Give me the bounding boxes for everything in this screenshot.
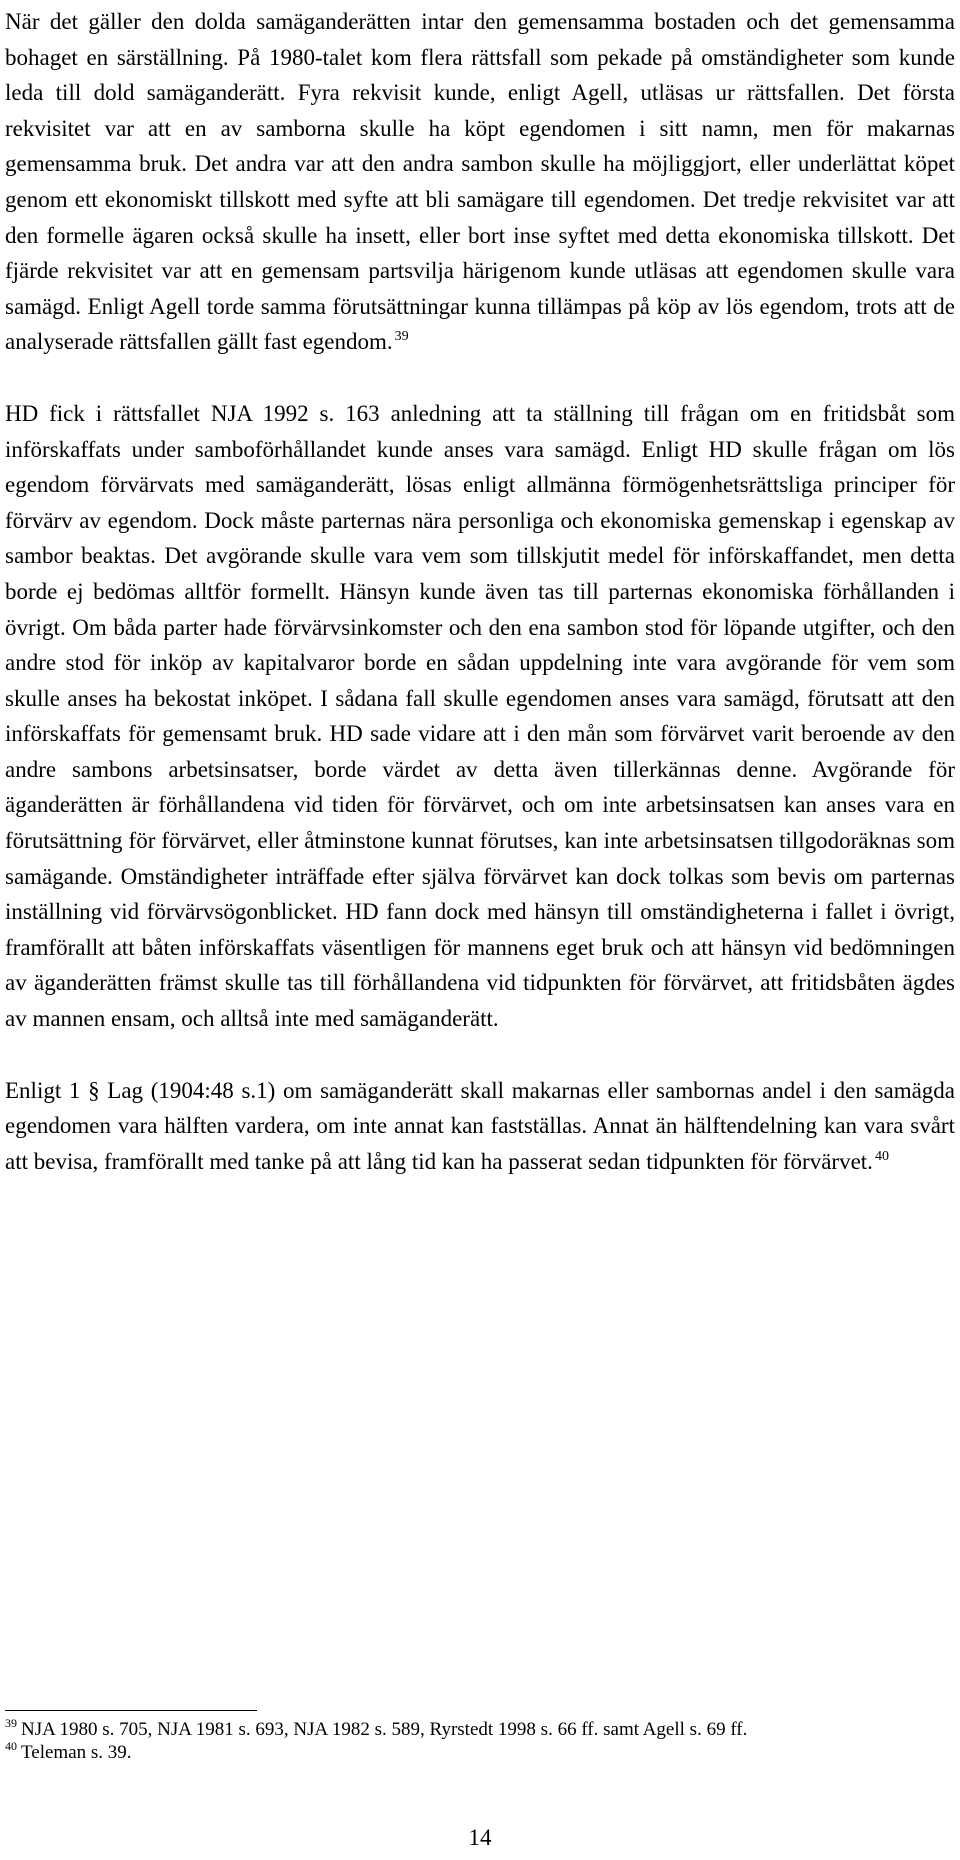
footnote-reference-40[interactable]: 40	[874, 1148, 889, 1164]
footnote-text: Teleman s. 39.	[21, 1742, 132, 1763]
footnote-number: 39	[5, 1716, 17, 1730]
paragraph-text: När det gäller den dolda samäganderätten intar den gemensamma bostaden och det gemensamma bohaget en särställning. På 1980-talet kom flera rättsfall som pekade på omständigheter som kunde leda till dold samäganderätt. Fyra rekvisit kunde, enligt Agell, utläsas ur rättsfallen. Det första rekvisitet var att en av samborna skulle ha köpt egendomen i sitt namn, men för makarnas gemensamma bruk. Det andra var att den andra sambon skulle ha möjliggjort, eller underlättat köpet genom ett ekonomiskt tillskott med syfte att bli samägare till egendomen. Det tredje rekvisitet var att den formelle ägaren också skulle ha insett, eller bort inse syftet med detta ekonomiska tillskott. Det fjärde rekvisitet var att en gemensam partsvilja härigenom kunde utläsas att egendomen skulle vara samägd. Enligt Agell torde samma förutsättningar kunna tillämpas på köp av lös egendom, trots att de analyserade rättsfallen gällt fast egendom.	[5, 9, 955, 355]
body-paragraph-lag-1904	[5, 1073, 955, 1180]
body-paragraph-dold-samaganderatt	[5, 4, 955, 360]
paragraph-text-after-mark: Lag (1904:48 s.1) om samäganderätt skall makarnas eller sambornas andel i den samägda egendomen vara hälften vardera, om inte annat kan fastställas. Annat än hälftendelning kan vara svårt att bevisa, framförallt med tanke på att lång tid kan ha passerat sedan tidpunkten för förvärvet.	[5, 1077, 955, 1174]
body-paragraph-nja-1992	[5, 396, 955, 1037]
footnote-39	[5, 1718, 925, 1741]
footnote-text: NJA 1980 s. 705, NJA 1981 s. 693, NJA 1982 s. 589, Ryrstedt 1998 s. 66 ff. samt Agell s. 69 ff.	[21, 1719, 748, 1740]
page-number: 14	[468, 1825, 492, 1850]
footnote-reference-39[interactable]: 39	[394, 329, 409, 345]
footnote-40	[5, 1741, 925, 1764]
paragraph-text: HD fick i rättsfallet NJA 1992 s. 163 anledning att ta ställning till frågan om en fritidsbåt som införskaffats under samboförhållandet kunde anses vara samägd. Enligt HD skulle frågan om lös egendom förvärvats med samäganderätt, lösas enligt allmänna förmögenhetsrättsliga principer för förvärv av egendom. Dock måste parternas nära personliga och ekonomiska gemenskap i egenskap av sambor beaktas. Det avgörande skulle vara vem som tillskjutit medel för införskaffandet, men detta borde ej bedömas alltför formellt. Hänsyn kunde även tas till parternas ekonomiska förhållanden i övrigt. Om båda parter hade förvärvsinkomster och den ena sambon stod för löpande utgifter, och den andre stod för inköp av kapitalvaror borde en sådan uppdelning inte vara avgörande för vem som skulle anses ha bekostat inköpet. I sådana fall skulle egendomen anses vara samägd, förutsatt att den införskaffats för gemensamt bruk. HD sade vidare att i den mån som förvärvet varit beroende av den andre sambons arbetsinsatser, borde värdet av detta även tillerkännas denne. Avgörande för äganderätten är förhållandena vid tiden för förvärvet, och om inte arbetsinsatsen kan anses vara en förutsättning för förvärvet, eller åtminstone kunnat förutses, kan inte arbetsinsatsen tillgodoräknas som samägande. Omständigheter inträffade efter själva förvärvet kan dock tolkas som bevis om parternas inställning vid förvärvsögonblicket. HD fann dock med hänsyn till omständigheterna i fallet i övrigt, framförallt att båten införskaffats väsentligen för mannens eget bruk och att hänsyn vid bedömningen av äganderätten främst skulle tas till förhållandena vid tidpunkten för förvärvet, att fritidsbåten ägdes av mannen ensam, och alltså inte med samäganderätt.	[5, 400, 955, 1032]
footnote-separator-line	[5, 1710, 257, 1711]
footnote-number: 40	[5, 1739, 17, 1753]
footnotes-section	[5, 1718, 925, 1764]
section-mark-symbol: §	[88, 1077, 100, 1103]
paragraph-text-before-mark: Enligt 1	[5, 1077, 81, 1103]
